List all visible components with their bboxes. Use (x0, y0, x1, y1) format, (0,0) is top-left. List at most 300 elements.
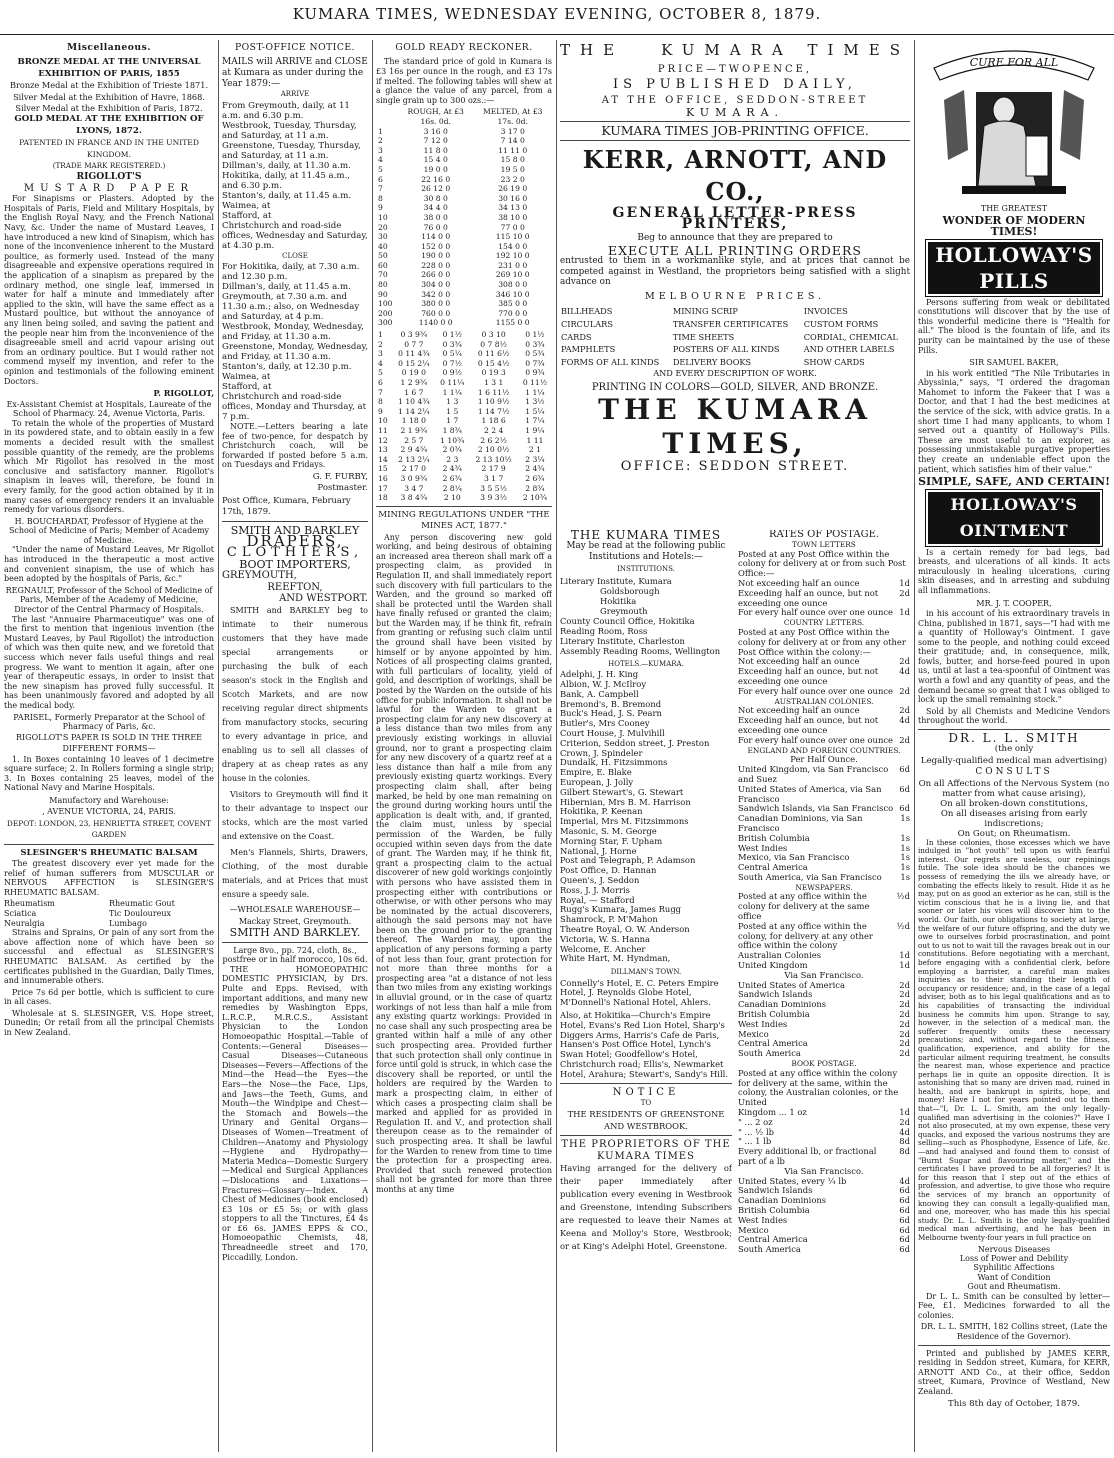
consult-line: On all Affections of the Nervous System (no matter from what cause arising), (918, 778, 1110, 799)
rigollot-title-line: Ex-Assistant Chemist at Hospitals, Laureate of the School of Pharmacy. 24, Avenue Victoria, Paris. (6, 399, 212, 419)
entrusted-text: entrusted to them in a workmanlike style, and at prices that cannot be competed against in Westland, the proprietors being satisfied with a slight advance on (560, 256, 910, 288)
table-cell: 20 (378, 222, 388, 232)
table-cell: 26 19 0 (498, 184, 528, 194)
rate-label: West Indies (738, 842, 788, 853)
table-cell: 16 (378, 473, 388, 483)
rate-value: 6d (899, 783, 910, 794)
arrive-line: Stafford, at (222, 210, 272, 221)
table-cell: BILLHEADS (561, 306, 613, 317)
medal-5: GOLD MEDAL AT THE EXHIBITION OF LYONS, 1872. (14, 114, 204, 136)
table-row (376, 146, 552, 156)
table-cell: 8 (378, 193, 383, 203)
slesinger-body: The greatest discovery ever yet made for the relief of human sufferers from MUSCULAR or NERVOUS AFFECTION is SLESINGER'S RHEUMATIC BALSAM. (4, 858, 214, 897)
hotel-item: White Hart, M. Hyndman, (560, 953, 671, 964)
hotel-item: Imperial, Mrs M. Fitzsimmons (560, 816, 689, 827)
institution: County Council Office, Hokitika (560, 615, 695, 626)
newspapers: NEWSPAPERS. (795, 882, 853, 892)
table-cell: 1 14 7½ (477, 406, 510, 416)
rate-value: 6d (899, 1185, 910, 1196)
rate-label: United States, every ¼ lb (738, 1175, 847, 1186)
table-cell: 1 10 4¾ (398, 397, 430, 407)
table-cell: 80 (378, 280, 388, 290)
table-cell: 3 (378, 145, 383, 155)
hotel-item: Albion, W. J. McIlroy (560, 679, 647, 690)
close-line: Greymouth, at 7.30 a.m. and 11.30 a.m.; also, on Wednesday and Saturday, at 4 p.m. (222, 292, 360, 322)
rate-label: Australian Colonies (738, 950, 822, 961)
table-cell: FORMS OF ALL KINDS (561, 356, 660, 367)
table-cell: 2 (378, 136, 383, 146)
table-cell: 17 (378, 483, 388, 493)
published-daily: IS PUBLISHED DAILY, (612, 77, 858, 93)
table-cell: 1 7 (446, 416, 459, 426)
rate-label: South America (738, 1244, 801, 1255)
rate-value: 2d (899, 734, 910, 745)
ounces-table (376, 107, 552, 328)
letterpress-printers: GENERAL LETTER-PRESS PRINTERS, (612, 204, 858, 233)
arrive-line: Waimea, at (222, 200, 271, 211)
column-gold-reckoner (376, 40, 552, 1197)
rate-value: 6d (899, 803, 910, 814)
table-cell: CORDIAL, CHEMICAL (803, 331, 898, 342)
table-cell: 4 (378, 358, 383, 368)
column-miscellaneous (4, 40, 214, 1040)
doctor-parisel: PARISEL, Formerly Preparator at the School of Pharmacy of Paris, &c. (13, 712, 205, 732)
consults: CONSULTS (975, 767, 1053, 778)
rate-value: 2d (899, 685, 910, 696)
rate-value: 8d (899, 1136, 910, 1147)
town-letters: TOWN LETTERS (792, 539, 856, 549)
table-cell: 0 7¾ (525, 358, 545, 368)
smith-body: SMITH and BARKLEY beg to intimate to their numerous customers that they have made special arrangements or purchasing the bulk of each season's stock in the English and Scotch Markets, and are now receiving regular direct shipments from manufactory stocks, securing to every advantage in price, and enabling us to sell all classes of drapery at as cheap rates as any house in the colonies. (222, 606, 368, 784)
table-cell: 152 0 0 (421, 241, 451, 251)
hotel-item: Morning Star, F. Upham (560, 835, 663, 846)
issue-date: This 8th day of October, 1879. (948, 1398, 1080, 1409)
rate-label: " ... 1 lb (738, 1136, 772, 1147)
table-cell: 7 (378, 184, 383, 194)
rate-label: Mexico (738, 1224, 769, 1235)
beg-announce: Beg to announce that they are prepared to (637, 233, 833, 244)
table-cell: 7 12 0 (423, 136, 448, 146)
hotel-item: Ross, J. J. Morris (560, 884, 630, 895)
rate-value: 1s (900, 852, 910, 863)
post-office-date: Post Office, Kumara, February 17th, 1879. (222, 494, 351, 517)
table-cell: 1 10¾ (440, 435, 465, 445)
smith-barkley-title: SMITH AND BARKLEY (230, 523, 360, 537)
samuel-baker: SIR SAMUEL BAKER, (969, 358, 1059, 368)
rate-value: 6d (899, 1214, 910, 1225)
notice-residents: THE RESIDENTS OF GREENSTONE AND WESTBROOK. (567, 1109, 725, 1131)
table-cell: 7 (378, 387, 383, 397)
table-row (376, 165, 552, 175)
table-cell: 2 0¾ (442, 445, 462, 455)
rate-row (738, 785, 910, 805)
table-cell: 1 1¼ (442, 387, 462, 397)
rate-value: 1s (900, 871, 910, 882)
hotel-item: Dundalk, H. Fitzsimmons (560, 757, 668, 768)
rate-value: 6d (899, 1234, 910, 1245)
the-greatest: THE GREATEST (980, 204, 1048, 214)
table-cell: 1 3 1 (483, 378, 504, 387)
postage-title: RATES OF POSTAGE. (768, 530, 880, 540)
table-cell: 40 (378, 241, 388, 251)
postmaster-title: Postmaster. (317, 483, 368, 494)
table-cell: TIME SHEETS (672, 331, 735, 342)
mustard-body: For Sinapisms or Plasters. Adopted by the Hospitals of Paris, Field and Military Hospitals, by the English Royal Navy, and the French National Navy, &c. Under the name of Mustard Leaves, I have introduced a new kind of Sinapism, which has none of the inconvenience inherent to the Mustard poultice, as formerly used. Instead of the many disagreeable and expensive operations required in the application of a sinapism as prepared by the ordinary method, one single leaf, immersed in water for half a minute and immediately after applied to the skin, will have the same effect as a Mustard poultice, but without the annoyance of any linen being soiled, and saving the patient and the people near him from the inconvenience of the disagreeable smell and acrid vapour arising out from an ordinary poultice. But I would rather not commend myself my invention, and refer to the opinion and testimonials of the following eminent Doctors. (4, 194, 214, 386)
close-line: For Hokitika, daily, at 7.30 a.m. and 12.30 p.m. (222, 262, 360, 282)
table-cell: 7 14 0 (500, 136, 525, 146)
table-cell: 2 4¾ (442, 464, 462, 474)
australian-colonies: AUSTRALIAN COLONIES. (774, 696, 874, 706)
rate-value: 1s (900, 813, 910, 824)
slesinger-price: Price 7s 6d per bottle, which is sufficient to cure in all cases. (4, 987, 214, 1007)
hotel-item: Crown, J. Spindeler (560, 747, 643, 758)
hotel-item: Hokitika, P. Keenan (560, 806, 643, 817)
table-cell: AND OTHER LABELS (803, 344, 895, 355)
table-cell: 50 (378, 251, 388, 261)
table-row (376, 349, 552, 359)
rate-label: Canadian Dominions (738, 999, 827, 1010)
section-title: Miscellaneous. (67, 42, 151, 53)
table-cell: 2 (378, 339, 383, 349)
table-cell: 2 8¾ (525, 483, 545, 493)
table-cell: 1 7¼ (525, 416, 545, 426)
rate-label: Not exceeding half an ounce (738, 577, 860, 588)
table-cell: 2 17 9 (481, 464, 506, 474)
table-cell: 300 (378, 318, 393, 328)
rate-value: 1s (900, 832, 910, 843)
table-cell: 1 18 0 (401, 416, 426, 426)
rate-value: 4d (899, 666, 910, 677)
table-cell: 1 9¼ (525, 425, 545, 435)
condition: Nervous Diseases (977, 1244, 1051, 1254)
table-cell: 1 18 6 (481, 416, 506, 426)
table-cell: 0 3 10 (481, 330, 506, 340)
table-cell: 19 0 0 (423, 164, 448, 174)
mustard-paper: MUSTARD PAPER (23, 182, 195, 194)
table-row (376, 436, 552, 446)
hokitika-hotels: Also, at Hokitika—Church's Empire Hotel, Evans's Red Lion Hotel, Sharp's Diggers Arms, Harris's Cafe de Paris, Hansen's Post Office Hotel, Lynch's Swan Hotel; Goodfellow's Hotel, Christchurch road; Ellis's, Newmarket Hotel, Arahura; Stewart's, Sandy's Hill. (560, 1009, 728, 1079)
rate-value: 2d (899, 705, 910, 716)
table-cell: 0 7½ (442, 358, 462, 368)
consult-line: On all diseases arising from early indiscretions; (940, 808, 1088, 829)
rate-label: For every half ounce over one ounce (738, 734, 893, 745)
rate-label: " ... ½ lb (738, 1126, 774, 1137)
table-cell: 1 5 (446, 406, 459, 416)
mining-regulations: Any person discovering new gold working, and being desirous of obtaining an increased area thereon shall mark off a prospecting claim, as provided in Regulation II, and shall immediately report such discovery with full particulars to the Warden, and the ground so marked off shall be protected until the Warden shall have finally refused or granted the claim; but the Warden may, if he think fit, refrain from granting or refusing such claim until the ground shall have been visited by himself or by anyone appointed by him. Notices of all prospecting claims granted, with full particulars of locality, yield of gold, and description of workings, shall be posted by the Warden on the outside of his office for public information. It shall not be lawful for the Warden to grant a prospecting claim for any new discovery at a less distance than two miles from any previously existing workings in alluvial ground, nor to grant a prospecting claim for any new discovery of a quartz reef at a less distance than half a mile from any previously existing quartz workings. Every prospecting claim shall, after being marked, be held by one man remaining on the ground during working hours until the application is dealt with, and, if granted, the claim must, unless by special permission of the Warden, be fully occupied within seven days from the date of grant. The Warden may, if he think fit, grant a prospecting claim to the actual discoverer of new gold workings conjointly with persons who have assisted them in prospecting either with contributions or otherwise, or with other persons who may be nominated by the actual discoverers, although the said persons may not have been on the ground prior to the granting thereof. The Warden may, upon the application of any persons forming a party of not less than four, grant protection for not more than three months for a prospecting area "at a distance of not less than two miles from any existing workings in alluvial ground, or in the case of quartz workings of not less than half a mile from any existing quartz workings: Provided in no case shall any such prospecting area be granted within half a mile of any other such prospecting area. Provided further that such protection shall only continue in force until gold is struck, in which case the discovery shall be reported, or until the holders are required by the Warden to mark a prospecting claim, in either of which cases a prospecting claim shall be marked and applied for as provided in Regulation II. and V., and protection shall thereupon cease as to the remainder of such prospecting area. It shall be lawful for the Warden to renew from time to time the protection for a prospecting area. Provided that such renewed protection shall not be granted for more than three months at any time (376, 532, 552, 1194)
table-cell: 1 10 9½ (477, 397, 510, 407)
dwt-table (376, 330, 552, 503)
table-cell: 0 3 9¾ (400, 330, 428, 340)
rate-label: Central America (738, 1234, 808, 1245)
hotel-item: Shamrock, P. M'Mahon (560, 914, 658, 925)
table-cell: 38 0 0 (423, 212, 448, 222)
table-cell: 114 0 0 (421, 232, 451, 242)
table-cell: 11 8 0 (423, 145, 448, 155)
table-row (376, 368, 552, 378)
table-cell: 3 9 3½ (480, 493, 507, 503)
hotel-item: Royal, — Stafford (560, 894, 635, 905)
table-row (376, 407, 552, 417)
simple-safe-certain: SIMPLE, SAFE, AND CERTAIN! (918, 475, 1110, 489)
office-seddon: OFFICE: SEDDON STREET. (620, 459, 850, 475)
ailment: Rheumatic Gout (109, 899, 175, 909)
kumara-times-banner (560, 40, 910, 540)
table-cell: 30 (378, 232, 388, 242)
institution: Reading Room, Ross (560, 625, 648, 636)
clothiers: CLOTHIERS, (226, 545, 364, 561)
hotel-item: National, J. Horne (560, 845, 637, 856)
table-row (560, 318, 910, 331)
table-cell: 770 0 0 (498, 308, 528, 318)
table-cell: 2 10 (443, 493, 461, 503)
rate-value: 2d (899, 1009, 910, 1020)
rate-value: 6d (899, 1204, 910, 1215)
table-cell: 3 (378, 349, 383, 359)
table-row (376, 290, 552, 300)
pills-body: Persons suffering from weak or debilitated constitutions will discover that by the use of this wonderful medicine there is "Health for all." The blood is the fountain of life, and its purity can be maintained by the use of these Pills. (918, 297, 1110, 355)
table-cell: 0 11 6½ (477, 349, 510, 359)
close-line: Christchurch and road-side offices, Monday and Thursday, at 7 p.m. (222, 392, 367, 422)
rate-value: 4d (899, 715, 910, 726)
rate-row (738, 1049, 910, 1059)
table-cell: 1 (378, 126, 383, 136)
country-letters: COUNTRY LETTERS. (783, 618, 865, 628)
table-cell: 2 1 (528, 445, 541, 455)
job-types-table (560, 305, 910, 368)
table-cell: 115 10 0 (495, 232, 530, 242)
rate-label: Mexico (738, 1028, 769, 1039)
table-cell: 1 3 (446, 397, 459, 407)
rate-value: 2d (899, 989, 910, 1000)
table-cell: 2 8¼ (442, 483, 462, 493)
hotel-item: Rugg's Kumara, James Rugg (560, 904, 682, 915)
rate-value: 2d (899, 979, 910, 990)
condition: Want of Condition (977, 1272, 1051, 1282)
via-san-francisco: Via San Francisco. (784, 969, 864, 980)
holloway-illustration (924, 40, 1104, 203)
office-address: AT THE OFFICE, SEDDON-STREET (601, 95, 869, 107)
table-cell: 4 (378, 155, 383, 165)
printed-published: Printed and published by JAMES KERR, residing in Seddon street, Kumara, for KERR, ARNOTT AND Co., at their office, Seddon street, Kumara, Province of Westland, New Zealand. (918, 1348, 1110, 1396)
rate-value: 2d (899, 999, 910, 1010)
table-cell: 2 10¾ (522, 493, 548, 503)
arrive-line: Hokitika, daily, at 11.45 a.m., and 6.30 p.m. (222, 170, 351, 191)
table-cell: 1 14 2¼ (398, 406, 430, 416)
rate-value: 6d (899, 764, 910, 775)
table-cell: 304 0 0 (421, 280, 451, 290)
rate-value: 1d (899, 607, 910, 618)
table-cell: 3 8 4¾ (400, 493, 428, 503)
table-row (376, 445, 552, 455)
condition: Loss of Power and Debility (959, 1253, 1069, 1263)
hotel-item: Theatre Royal, O. W. Anderson (560, 923, 690, 934)
rate-label: West Indies (738, 1018, 788, 1029)
table-cell: 380 0 0 (421, 299, 451, 309)
rate-label: Kingdom ... 1 oz (738, 1107, 807, 1118)
table-row (376, 251, 552, 261)
rate-value: 1s (900, 842, 910, 853)
notice-to: TO (640, 1098, 652, 1107)
medal-1: BRONZE MEDAL AT THE UNIVERSAL EXHIBITION OF PARIS, 1855 (17, 57, 201, 79)
proprietors-title: THE PROPRIETORS OF THE KUMARA TIMES (561, 1139, 731, 1162)
table-cell: 76 0 0 (423, 222, 448, 232)
table-cell: 2 4¾ (525, 464, 545, 474)
institution: Hokitika (600, 595, 637, 606)
table-cell: 342 0 0 (421, 289, 451, 299)
arrive-heading: ARRIVE (280, 90, 310, 99)
rate-row (738, 687, 910, 697)
ointment-body: Is a certain remedy for bad legs, bad breasts, and ulcerations of all kinds. It acts miraculously in healing ulcerations, curing skin diseases, and in arresting and subduing all inflammations. (918, 547, 1110, 595)
printing-colors: PRINTING IN COLORS—GOLD, SILVER, AND BRONZE. (591, 381, 879, 393)
rate-value: 8d (899, 1146, 910, 1157)
rate-value: 4d (899, 1175, 910, 1186)
table-row (376, 155, 552, 165)
mustard-body-3: "Under the name of Mustard Leaves, Mr Rigollot has introduced in the therapeutic a most active and convenient sinapism, the use of which has been adopted by the hospitals of Paris, &c." (4, 545, 214, 584)
table-cell: 9 (378, 406, 383, 416)
table-row (376, 484, 552, 494)
table-row (376, 270, 552, 280)
table-cell: 0 1½ (525, 330, 545, 340)
table-cell: 266 0 0 (421, 270, 451, 280)
dr-smith-body: In these colonies, those excesses which we have indulged in "hot youth" tell upon us with fearful interest. Our regrets are useless, our repinings futile. The sole idea should be the chances we possess of remedying the ills we already have, or combating the effects likely to result. Hide it as he may, put on as good an exterior as he can, still is the victim conscious that he is a living lie, and that sooner or later his vices will discover him to the world. Our faith, our obligations to society at large, the welfare of our future offspring, and the duty we owe to ourselves forbid procrastination, and point out to us not to wait till the ravages break out in our constitutions. Before negotiating with a merchant, before engaging with a confidential clerk, before employing a barrister, a careful man makes inquiries as to their standing their length of occupancy or residence; and, in the case of a legal adviser, both as to his legal qualifications and as to his capabilities of transacting the individual business he commits him upon. Strange to say, however, in the selection of a medical man, the sufferer frequently omits these necessary precautions; and, without regard to the fitness, qualification, experience, and ability for the particular ailment requiring treatment, he consults the nearest man, whose experience and practice perhaps lie in quite an opposite direction. It is astonishing that so many are driven mad, ruined in health, and are bankrupt in spirits, hope, and money! Have I not for years pointed out to them that—"I, Dr. L. L. Smith, am the only legally-qualified man advertising in the colonies?" Have I not also prosecuted, at my own expense, these very quacks, and exposed the various nostrums they are selling—such as Phosphodyne, Essence of Life, &c.—and had analysed and found them to consist of "Burnt Sugar and flavouring matter," and the certificates I have proved to be all forgeries? It is for this reason that I step out of the ethics of profession, and advertise, to give those who require the services of my branch an opportunity of knowing they can consult a legally-qualified man, and one, moreover, who has made this his special study. Dr. L. L. Smith is the only legally-qualified medical man advertising, and he has been in Melbourne twenty-four years in full practice on (918, 837, 1110, 1242)
rate-value: 1d (899, 1107, 910, 1118)
table-row (560, 356, 910, 369)
rate-row (738, 1245, 910, 1255)
table-cell: 0 5¼ (442, 349, 462, 359)
table-cell: 269 10 0 (495, 270, 530, 280)
table-cell: 0 15 4½ (477, 358, 510, 368)
rate-row (738, 608, 910, 618)
hotel-item: Masonic, S. M. George (560, 825, 657, 836)
drapers: DRAPERS, (246, 532, 344, 550)
table-cell: 1 1¼ (525, 387, 545, 397)
rate-label: " ... 2 oz (738, 1116, 773, 1127)
rate-value: 1d (899, 577, 910, 588)
rate-value: 4d (899, 1126, 910, 1137)
holloways-ointment: HOLLOWAY'S OINTMENT (926, 490, 1102, 546)
table-cell: 0 11 4¾ (398, 349, 430, 359)
mustard-body-4: The last "Annuaire Pharmaceutique" was one of the first to mention that ingenious invention (the Mustard Leaves, by Paul Rigollot) the introduction of which was then quite new, and we foretold that success which never fails useful things and real progress. We want to mention it again, after one year of therapeutic essays, in order to insist that the new sinapism has proved fully successful. It has been unanimously favored and adopted by all the medical body. (4, 614, 214, 710)
table-cell: 70 (378, 270, 388, 280)
close-line: Westbrook, Monday, Wednesday, and Friday, at 11.30 a.m. (222, 322, 364, 342)
rate-row (738, 1147, 910, 1167)
hotel-item: Post and Telegraph, P. Adamson (560, 855, 696, 866)
town-westport: AND WESTPORT. (279, 593, 368, 605)
table-row (376, 213, 552, 223)
ailment: Tic Douloureux (109, 908, 172, 918)
medal-4: Silver Medal at the Exhibition of Paris, 1872. (15, 103, 203, 114)
table-cell: 23 2 0 (500, 174, 525, 184)
rate-value: 1d (899, 950, 910, 961)
rate-value: ½d (896, 920, 910, 931)
slesinger-title: SLESINGER'S RHEUMATIC BALSAM (20, 847, 198, 858)
rate-label: Exceeding half an ounce, but not exceeding one ounce (738, 587, 879, 608)
rate-label: Posted at any office within the colony, for delivery at any other office within the colony (738, 920, 873, 951)
rate-row (738, 716, 910, 736)
table-cell: 1 5¼ (525, 406, 545, 416)
table-cell: PAMPHLETS (561, 344, 616, 355)
table-row (376, 318, 552, 328)
table-cell: 190 0 0 (421, 251, 451, 261)
town-intro: Posted at any Post Office within the colony for delivery at or from such Post Office:— (738, 548, 906, 579)
table-cell: 30 8 0 (423, 193, 448, 203)
masthead: KUMARA TIMES, WEDNESDAY EVENING, OCTOBER 8, 1879. (0, 0, 1114, 35)
table-row (376, 359, 552, 369)
rate-label: United States of America, via San Francisco (738, 783, 882, 804)
institutions-heading: INSTITUTIONS. (617, 565, 675, 574)
trade-mark: (TRADE MARK REGISTERED.) (52, 161, 166, 171)
table-row (376, 493, 552, 503)
table-cell: CIRCULARS (561, 319, 613, 330)
table-cell: 2 6¾ (525, 473, 545, 483)
late-fee-note: NOTE.—Letters bearing a late fee of two-pence, for despatch by Christchurch coach, will be forwarded if posted before 5 a.m. on Tuesdays and Fridays. (222, 422, 368, 470)
smith-body-3: Men's Flannels, Shirts, Drawers, Clothing, of the most durable materials, and at Prices that must ensure a speedy sale. (222, 848, 368, 900)
hotel-item: Empire, E. Blake (560, 767, 632, 778)
table-row (560, 343, 910, 356)
table-row (376, 340, 552, 350)
table-cell: 2 13 2¼ (398, 454, 430, 464)
smith-barkley-footer: SMITH AND BARKLEY. (229, 926, 361, 940)
book-postage: BOOK POSTAGE. (791, 1059, 857, 1069)
book-intro: Posted at any office within the colony for delivery at the same, within the colony, the Australian colonies, or the United (738, 1067, 899, 1108)
rate-value: 1s (900, 862, 910, 873)
table-cell: DELIVERY BOOKS (672, 356, 752, 367)
institution: Goldsborough (600, 585, 660, 596)
table-cell: 0 3¾ (525, 339, 545, 349)
table-cell: 760 0 0 (421, 308, 451, 318)
table-cell: 1 11 (526, 435, 544, 445)
table-cell: 11 11 0 (498, 145, 528, 155)
doctor-regnault: REGNAULT, Professor of the School of Medicine of Paris, Member of the Academy of Medicine, Director of the Central Pharmacy of Hospitals. (5, 585, 213, 615)
rate-label: Sandwich Islands (738, 1185, 813, 1196)
rate-row (738, 892, 910, 921)
table-cell: 0 9¾ (525, 368, 545, 378)
rate-value: 6d (899, 1244, 910, 1255)
header-rough: ROUGH, At £3 16s. 0d. (407, 107, 464, 126)
table-row (376, 127, 552, 137)
rate-label: Exceeding half an ounce, but not exceeding one ounce (738, 666, 879, 686)
table-cell: 2 6¾ (442, 473, 462, 483)
condition: Syphilitic Affections (973, 1263, 1055, 1273)
price: PRICE—TWOPENCE, (657, 64, 813, 75)
table-cell: 15 (378, 464, 388, 474)
hotel-item: Criterion, Seddon street, J. Preston (560, 737, 710, 748)
rate-row (738, 922, 910, 951)
table-cell: 1140 0 0 (418, 318, 453, 328)
country-intro: Posted at any Post Office within the colony for delivery at or from any other Post Office within the colony:— (738, 626, 906, 657)
table-row (376, 203, 552, 213)
rate-value: 6d (899, 1224, 910, 1235)
table-cell: 3 0 9¾ (400, 473, 428, 483)
consult-fee: Dr L. L. Smith can be consulted by letter—Fee, £1. Medicines forwarded to all the colonies. (918, 1291, 1110, 1320)
book-ad: Large 8vo., pp. 724, cloth, 8s., postfree or in half morocco, 10s 6d. (222, 945, 368, 965)
close-line: Stanton's, daily, at 12.30 p.m. (222, 362, 352, 372)
hotel-item: Post Office, D. Hannan (560, 865, 657, 876)
england-foreign: ENGLAND AND FOREIGN COUNTRIES. (747, 745, 901, 755)
table-cell: 15 8 0 (500, 155, 525, 165)
rate-label: Every additional lb, or fractional part of a lb (738, 1146, 877, 1166)
kumara-times-large: THE KUMARA TIMES, (598, 393, 872, 461)
job-printing-title: KUMARA TIMES JOB-PRINTING OFFICE. (601, 123, 869, 139)
hotels-heading: HOTELS.—KUMARA. (608, 659, 684, 668)
cooper-body: in his account of his extraordinary travels in China, published in 1871, says—"I had with me a quantity of Holloway's Ointment. I gave some to the people, and nothing could exceed their gratitude; and, in consequence, milk, fowls, butter, and horse-feed poured in upon us, until at last a tea-spoonful of Ointment was worth a fowl and any quantity of peas, and the demand became so great that I was obliged to lock up the small remaining stock." (918, 608, 1110, 705)
table-row (376, 280, 552, 290)
consult-line: On Gout; on Rheumatism. (957, 828, 1071, 839)
rate-value: ½d (896, 891, 910, 902)
arrive-line: From Greymouth, daily, at 11 a.m. and 6.30 p.m. (222, 100, 350, 121)
rate-label: Canadian Dominions, via San Francisco (738, 813, 863, 833)
rate-label: Posted at any office within the colony for delivery at the same office (738, 891, 870, 922)
